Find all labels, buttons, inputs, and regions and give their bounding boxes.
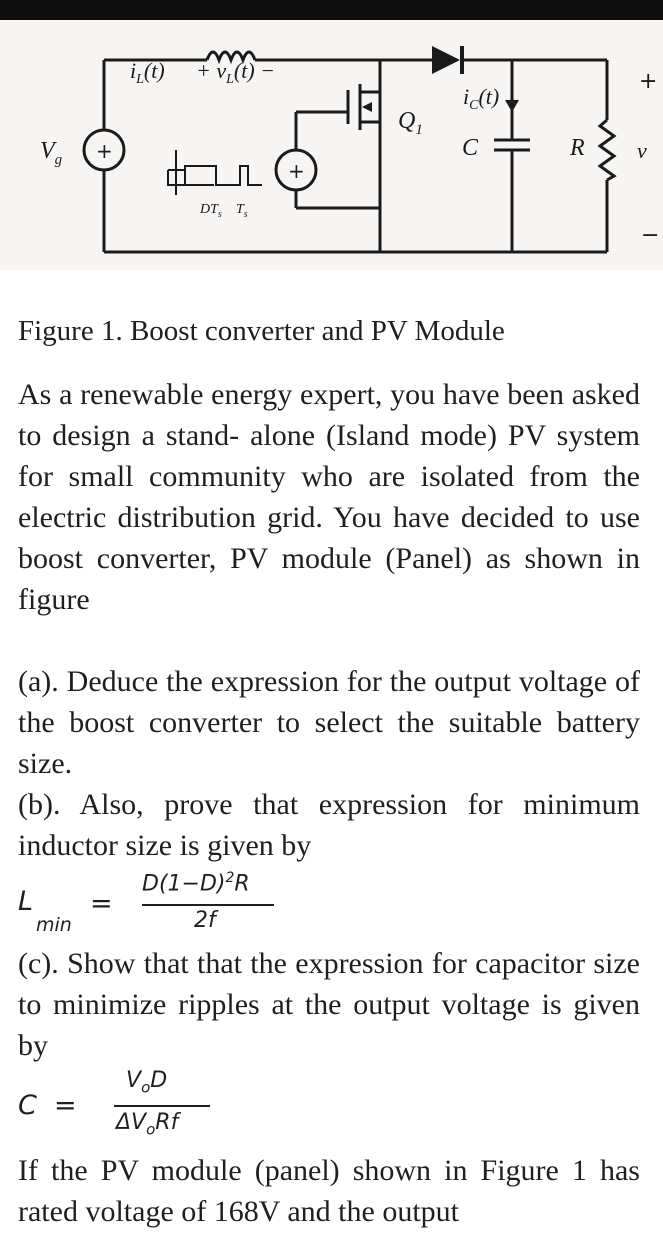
source-label: $V_g$	[40, 138, 63, 168]
eq1-denominator: 2f	[194, 908, 216, 933]
figure-caption: Figure 1. Boost converter and PV Module	[18, 315, 505, 347]
question-part-a: (a). Deduce the expression for the output voltage of the boost converter to select the suitable battery size.	[18, 665, 640, 780]
pulse-dt-label: $DT_s$	[200, 202, 222, 220]
question-part-c: (c). Show that that the expression for capacitor size to minimize ripples at the output voltage is given by	[18, 947, 640, 1062]
cap-current-label: $i_C(t)$	[463, 84, 500, 113]
diode-triangle	[432, 46, 460, 74]
resistor-label: R	[570, 135, 585, 161]
eq2-equals: =	[54, 1090, 77, 1121]
eq2-fraction-bar	[114, 1105, 210, 1107]
pulse-waveform	[185, 166, 262, 185]
switch-label: $Q_1$	[398, 108, 423, 138]
inductor-current-label: $i_L(t)$	[130, 58, 165, 87]
eq1-lhs-sub: min	[36, 914, 72, 936]
boost-converter-circuit-diagram	[0, 20, 663, 270]
eq1-numerator: $D(1-D)^2R$	[142, 870, 250, 897]
closing-paragraph: If the PV module (panel) shown in Figure 1 has rated voltage of 168V and the output	[18, 1154, 640, 1228]
eq2-denominator: $\Delta V_oRf$	[116, 1110, 179, 1139]
question-part-b: (b). Also, prove that expression for minimum inductor size is given by	[18, 788, 640, 862]
resistor	[600, 120, 614, 180]
pulse-t-label: $T_s$	[236, 202, 248, 220]
mosfet-arrow	[362, 102, 372, 112]
plus-sign-vg: +	[96, 139, 113, 163]
inductor-voltage-label: + $v_L(t)$ −	[196, 58, 276, 87]
eq2-lhs: C	[18, 1090, 37, 1121]
eq1-fraction-bar	[142, 904, 274, 906]
output-voltage-label: v	[637, 138, 647, 163]
eq1-equals: =	[90, 888, 113, 919]
capacitor-label: C	[462, 135, 479, 161]
equation-capacitor	[18, 1064, 318, 1148]
output-minus-sign: −	[641, 223, 660, 248]
circuit-svg	[0, 20, 663, 270]
cap-current-arrow	[505, 100, 519, 112]
eq1-lhs: L	[18, 886, 34, 917]
top-bar	[0, 0, 663, 20]
equation-min-inductor	[18, 870, 318, 940]
output-plus-sign: +	[639, 69, 658, 94]
pulse-axis	[168, 150, 214, 195]
plus-sign-gate: +	[288, 159, 305, 183]
eq2-numerator: $V_oD$	[126, 1068, 168, 1097]
intro-paragraph: As a renewable energy expert, you have been asked to design a stand- alone (Island mode) PV system for small community who are isolated from the electric distribution grid. You have decided to use boost converter, PV module (Panel) as shown in figure	[18, 378, 640, 616]
